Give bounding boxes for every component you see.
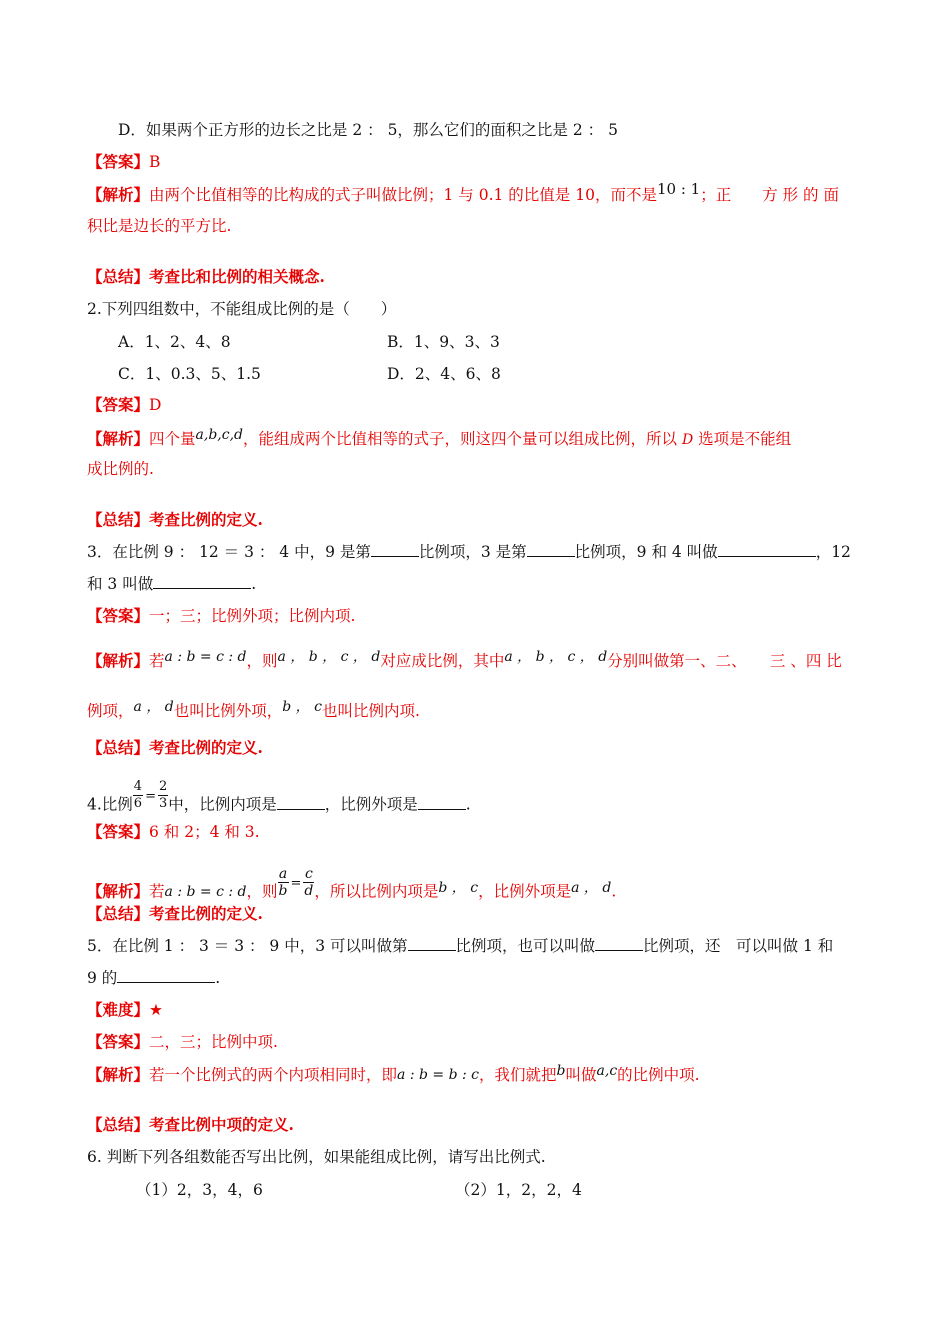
q4-blank-2[interactable] [418,794,466,810]
q5-analysis-math3: a,c [596,1063,618,1079]
q5-analysis-line [87,1064,700,1087]
q1-analysis-text2: ；正 方 形 的 面 [700,186,839,204]
q2-analysis-text2: ，能组成两个比值相等的式子，则这四个量可以组成比例，所以 [243,430,678,448]
analysis-label: 【解析】 [87,651,150,670]
q2-analysis-text: 四个量 [149,430,196,448]
q4-blank-1[interactable] [277,794,325,810]
q5-stem-line1 [87,935,833,957]
q3-analysis-line1 [87,650,842,673]
q5-stem-line2 [87,967,220,989]
q4-analysis-fraction-1 [278,866,289,899]
q6-stem: 6. 判断下列各组数能否写出比例，如果能组成比例，请写出比例式. [87,1148,546,1166]
answer-label: 【答案】 [87,1032,150,1051]
q4-analysis-text2: ，则 [246,882,278,901]
q3-analysis-line2 [87,700,420,723]
q2-option-b: B．1、9、3、3 [387,333,500,351]
q4-stem-text1: 4.比例 [87,795,133,814]
q1-analysis-line2: 积比是边长的平方比. [87,217,232,235]
q4-answer-line [87,821,260,843]
q4-afrac2-num: c [304,866,313,882]
q5-analysis-text4: 的比例中项. [617,1066,700,1084]
q1-analysis-line1 [87,180,839,206]
q4-summary: 考查比例的定义. [149,904,263,923]
q4-afrac1-num: a [278,866,288,882]
q5-stem-text1: 5．在比例 1 ： 3 ＝ 3 ： 9 中，3 可以叫做第 [87,937,408,955]
q5-stem-line2-end: . [215,969,221,987]
analysis-label: 【解析】 [87,1065,150,1084]
q3-analysis-math1: a : b = c : d [164,649,247,665]
q3-stem-text2: 比例项，3 是第 [418,543,527,561]
q2-answer-line [87,394,161,416]
q1-analysis-math: 10 : 1 [656,180,701,198]
q5-difficulty-line [87,999,163,1021]
q3-blank-1[interactable] [371,541,419,557]
q4-stem [87,779,471,822]
q2-analysis-line2: 成比例的. [87,460,154,478]
q4-fraction-2-num: 2 [158,779,168,794]
q2-analysis-text3: 选项是不能组 [698,430,792,448]
q3-blank-4[interactable] [153,573,251,589]
q4-analysis-math2: b ， c [438,879,479,896]
q3-analysis-math3: a ， b ， c ， d [504,649,608,665]
q5-analysis-text2: ，我们就把 [479,1066,557,1084]
q4-analysis-math3: a ， d [571,879,612,896]
q3-analysis-line2-text2: 也叫比例外项， [173,702,283,720]
q2-stem: 2.下列四组数中，不能组成比例的是（ ） [87,300,397,318]
q3-analysis-text4: 分别叫做第一、二、 三 、四 比 [607,652,842,670]
q2-option-a: A．1、2、4、8 [118,333,231,351]
q3-summary-line [87,737,263,759]
q1-analysis-text: 由两个比值相等的比构成的式子叫做比例；1 与 0.1 的比值是 10，而不是 [149,186,657,204]
q3-stem-text3: 比例项，9 和 4 叫做 [574,543,718,561]
q3-blank-2[interactable] [527,541,575,557]
q3-analysis-math2: a ， b ， c ， d [277,649,381,665]
q3-stem-line2-text: 和 3 叫做 [87,575,154,593]
q1-summary: 考查比和比例的相关概念. [149,267,325,286]
q4-fraction-2-den: 3 [158,796,168,811]
answer-label: 【答案】 [87,152,150,171]
q4-analysis-fraction-2 [303,866,314,899]
q3-stem-line2 [87,573,256,595]
q3-analysis-text1: 若 [149,652,165,670]
q5-stem-line2-text: 9 的 [87,969,118,987]
q3-answer: 一；三；比例外项；比例内项. [149,607,356,625]
q5-blank-3[interactable] [117,967,215,983]
q4-fraction-2 [158,779,168,812]
q4-stem-text2: 中，比例内项是 [168,795,277,814]
q4-afrac2-den: d [304,883,314,899]
q6-item-2: （2）1，2，2，4 [455,1181,582,1199]
q4-equals: = [145,788,156,804]
q4-summary-line [87,903,263,925]
q6-item-1: （1）2，3，4，6 [136,1181,263,1199]
q2-analysis-math: a,b,c,d [195,427,243,443]
summary-label: 【总结】 [87,1115,150,1134]
q3-stem-line1 [87,541,851,563]
summary-label: 【总结】 [87,904,150,923]
q4-analysis-equals: = [290,875,302,891]
analysis-label: 【解析】 [87,881,150,901]
q5-analysis-math2: b [556,1063,566,1079]
q2-option-d: D．2、4、6、8 [387,365,501,383]
q4-analysis-text1: 若 [149,882,165,901]
q5-summary: 考查比例中项的定义. [149,1115,294,1134]
q3-analysis-math5: b ， c [282,699,322,715]
q4-stem-text4: . [465,795,471,814]
answer-label: 【答案】 [87,395,150,414]
q5-analysis-text3: 叫做 [565,1066,597,1084]
q5-summary-line [87,1114,294,1136]
q4-analysis-text4: ，比例外项是 [478,882,572,901]
q4-stem-text3: ，比例外项是 [324,795,418,814]
difficulty-star-icon: ★ [149,1001,163,1019]
q1-summary-line [87,266,325,288]
q5-answer: 二，三；比例中项. [149,1033,278,1051]
q5-stem-text3: 比例项，还 可以叫做 1 和 [643,937,834,955]
summary-label: 【总结】 [87,267,150,286]
q2-analysis-math2: D [681,432,694,448]
q1-option-d: D．如果两个正方形的边长之比是 2 ： 5，那么它们的面积之比是 2 ： 5 [118,121,618,139]
q2-analysis-line1 [87,428,791,451]
q5-analysis-text1: 若一个比例式的两个内项相同时，即 [149,1066,398,1084]
q3-summary: 考查比例的定义. [149,738,263,757]
analysis-label: 【解析】 [87,185,150,204]
summary-label: 【总结】 [87,510,150,529]
q3-analysis-line2-text1: 例项， [87,702,134,720]
q3-analysis-text2: ，则 [246,652,278,670]
q2-summary-line [87,509,263,531]
analysis-label: 【解析】 [87,429,150,448]
q5-analysis-math1: a : b = b : c [397,1067,480,1083]
q3-blank-3[interactable] [718,541,816,557]
difficulty-label: 【难度】 [87,1000,150,1019]
q2-summary: 考查比例的定义. [149,510,263,529]
q4-fraction-1 [133,779,143,812]
q5-answer-line [87,1031,278,1053]
q5-blank-1[interactable] [408,935,456,951]
q1-answer: B [149,153,161,171]
answer-label: 【答案】 [87,606,150,625]
q4-afrac1-den: b [278,883,288,899]
q3-stem-text4: ，12 [815,543,851,561]
q2-answer: D [149,396,162,414]
q4-answer: 6 和 2；4 和 3. [149,823,260,841]
q5-stem-text2: 比例项，也可以叫做 [455,937,596,955]
q4-fraction-1-den: 6 [133,796,143,811]
summary-label: 【总结】 [87,738,150,757]
q4-analysis-text3: ，所以比例内项是 [314,882,439,901]
q4-analysis-math1: a : b = c : d [164,883,247,900]
q3-analysis-math4: a ， d [133,699,174,715]
q1-answer-line [87,151,160,173]
q3-stem-line2-end: . [251,575,257,593]
q3-stem-text1: 3．在比例 9 ： 12 ＝ 3 ： 4 中，9 是第 [87,543,371,561]
q4-analysis-text5: . [611,882,617,901]
q3-analysis-line2-text3: 也叫比例内项. [321,702,420,720]
q5-blank-2[interactable] [595,935,643,951]
answer-label: 【答案】 [87,822,150,841]
q3-answer-line [87,605,355,627]
q2-option-c: C．1、0.3、5、1.5 [118,365,261,383]
q3-analysis-text3: 对应成比例，其中 [380,652,505,670]
q4-fraction-1-num: 4 [133,779,143,794]
